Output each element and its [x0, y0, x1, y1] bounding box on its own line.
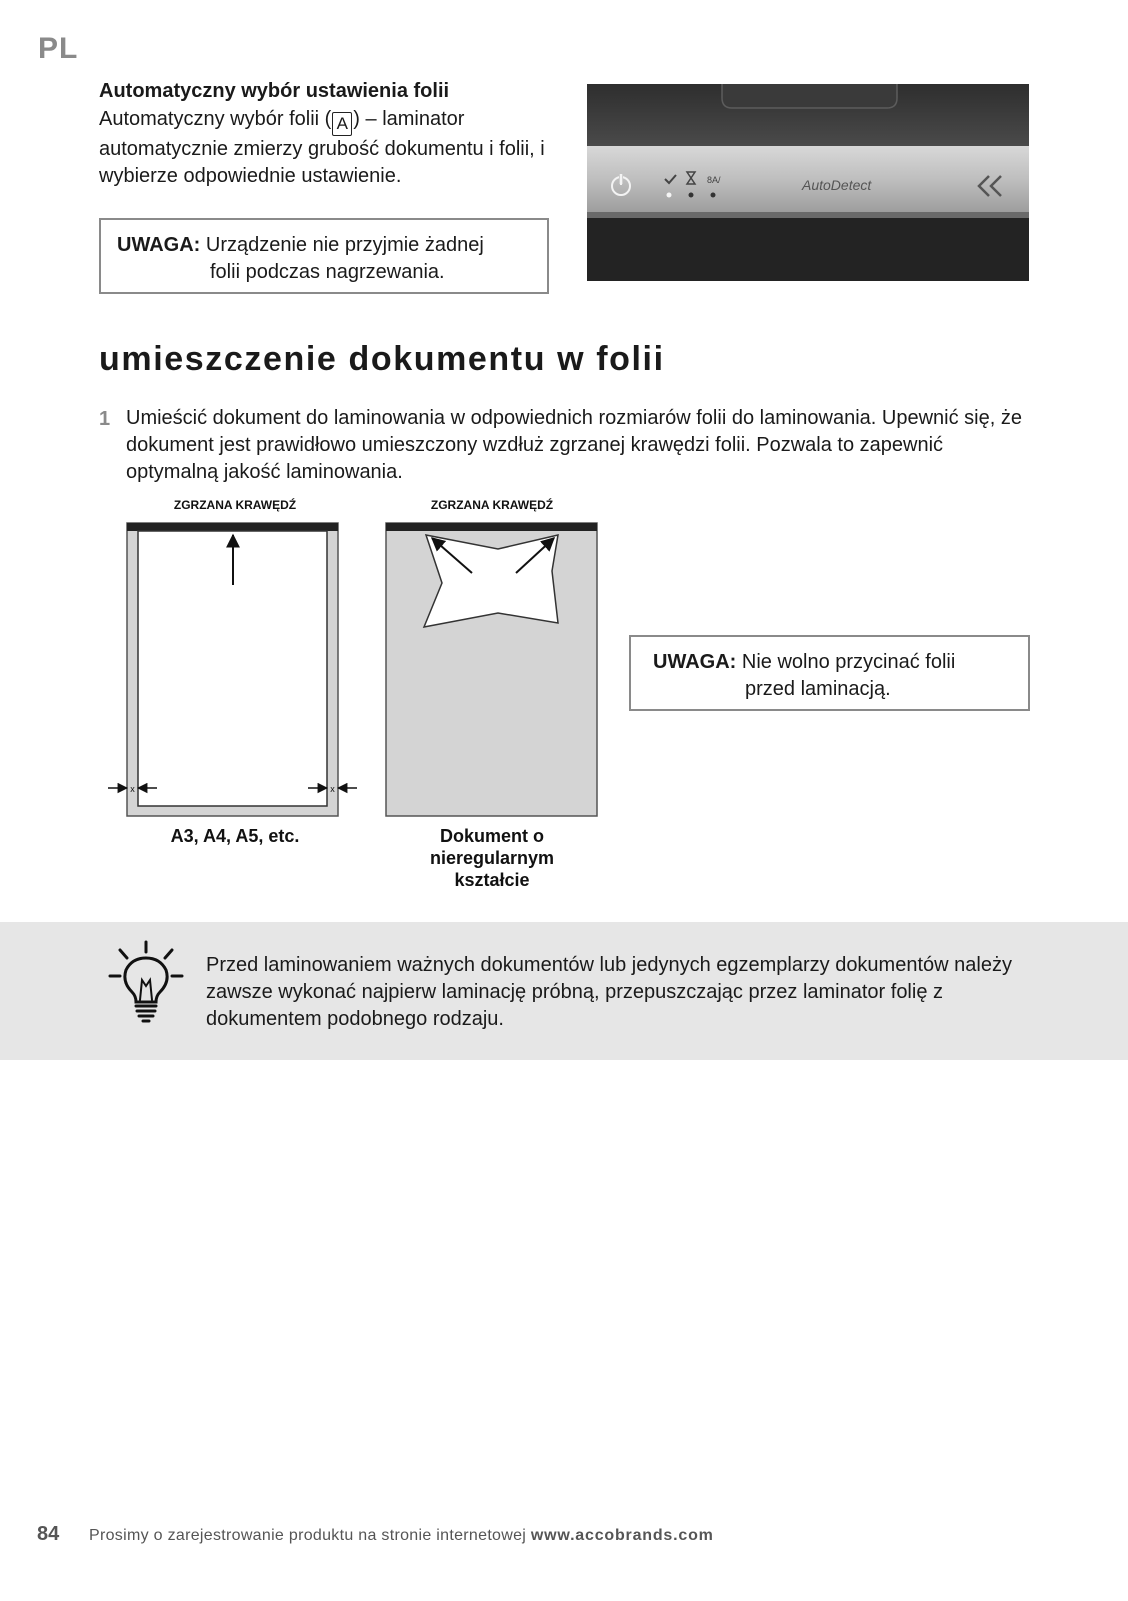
sealed-edge-label: ZGRZANA KRAWĘDŹ: [173, 498, 297, 512]
caption-irregular: kształcie: [454, 870, 530, 890]
sealed-edge-bar: [386, 523, 597, 531]
caption-standard: A3, A4, A5, etc.: [170, 826, 300, 846]
tip-text: Przed laminowaniem ważnych dokumentów lub jedynych egzemplarzy dokumentów należy zawsze wykonać najpierw laminację próbną, przepuszczając przez laminator folię z dokumentem podobnego rodzaju.: [206, 954, 1012, 1030]
note-line: Urządzenie nie przyjmie żadnej: [205, 234, 484, 256]
note-line: folii podczas nagrzewania.: [210, 261, 445, 283]
page-number: 84: [37, 1523, 60, 1545]
margin-mark: x: [130, 784, 135, 794]
placement-heading: umieszczenie dokumentu w folii: [99, 340, 665, 378]
autoselect-heading: Automatyczny wybór ustawienia folii: [99, 80, 450, 102]
note-box-heating: [99, 218, 549, 294]
margin-mark: x: [330, 784, 335, 794]
footer-text: Prosimy o zarejestrowanie produktu na stronie internetowej: [89, 1527, 527, 1544]
control-panel-photo: [587, 84, 1029, 281]
autoselect-paragraph: [99, 106, 569, 190]
caption-irregular: nieregularnym: [429, 848, 555, 868]
step-number: 1: [99, 408, 111, 430]
autoselect-text-end: ) – laminator automatycznie zmierzy grubość dokumentu i folii, i wybierze odpowiednie ustawienie.: [99, 108, 545, 187]
pouch-placement-diagram: [100, 495, 620, 915]
note-label: UWAGA:: [117, 234, 201, 256]
autoselect-text-start: Automatyczny wybór folii (: [99, 108, 332, 130]
note-label: UWAGA:: [653, 651, 737, 673]
note-line: przed laminacją.: [745, 678, 891, 700]
note-line: Nie wolno przycinać folii: [741, 651, 956, 673]
auto-select-key-icon: A: [332, 112, 352, 136]
indicator-label: 8A/: [707, 175, 721, 185]
footer-url[interactable]: www.accobrands.com: [530, 1527, 714, 1544]
caption-irregular: Dokument o: [439, 826, 545, 846]
lightbulb-icon: [108, 940, 184, 1024]
language-tag: PL: [38, 32, 79, 65]
sealed-edge-label: ZGRZANA KRAWĘDŹ: [430, 498, 554, 512]
sealed-edge-bar: [127, 523, 338, 531]
step-text: Umieścić dokument do laminowania w odpowiednich rozmiarów folii do laminowania. Upewnić się, że dokument jest prawidłowo umieszczony wzdłuż zgrzanej krawędzi folii. Pozwala to zapewnić optymalną jakość laminowania.: [126, 407, 1022, 483]
footer: [89, 1527, 714, 1545]
note-box-cutting: [629, 635, 1030, 711]
autodetect-label: AutoDetect: [802, 177, 872, 193]
